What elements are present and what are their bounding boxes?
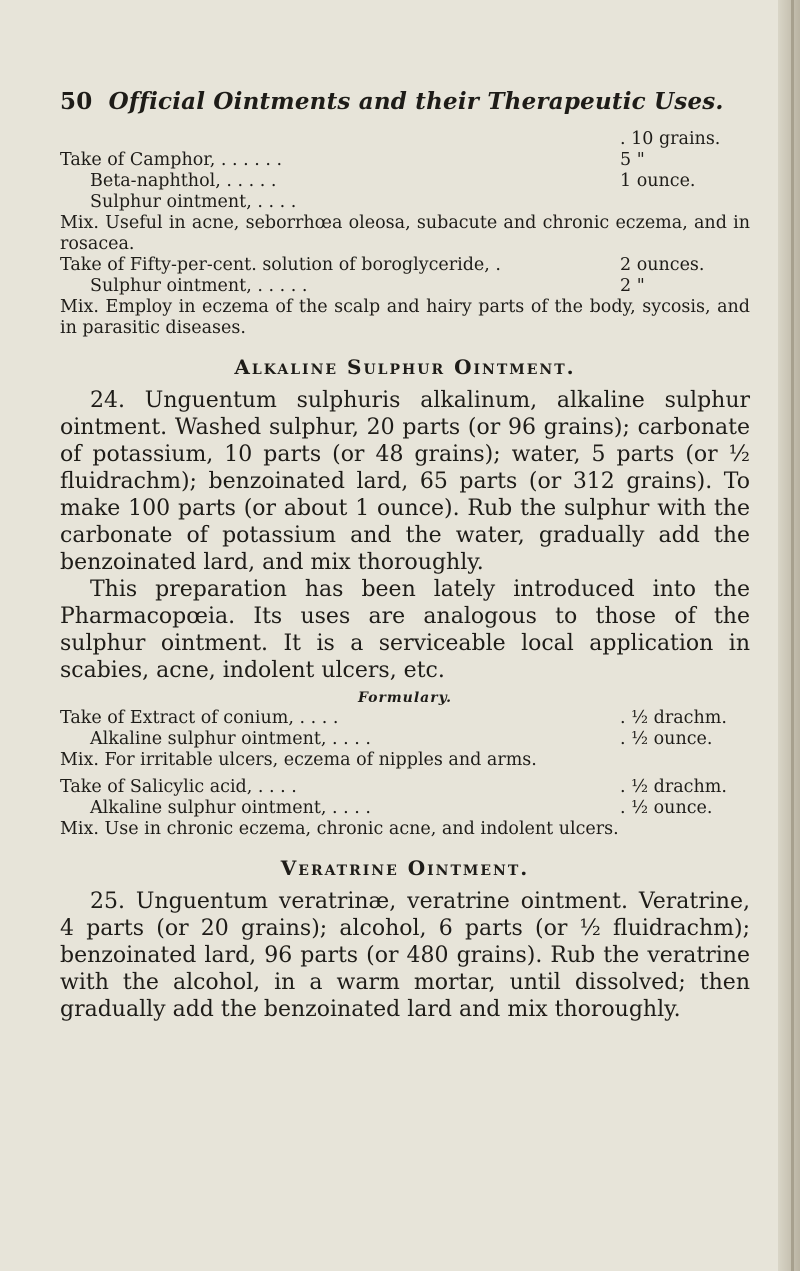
formula-label: Take of Camphor, . . . . . . (60, 150, 283, 170)
formula-label: Take of Salicylic acid, . . . . (60, 777, 297, 797)
formula-label: Take of Fifty-per-cent. solution of boroglyceride, . (60, 255, 501, 275)
formula-label (60, 129, 614, 150)
formula-2-mix: Mix. Employ in eczema of the scalp and hairy parts of the body, sycosis, and in parasitic diseases. (60, 297, 750, 338)
formula-label: Alkaline sulphur ointment, . . . . (90, 729, 371, 749)
formula-label: Beta-naphthol, . . . . . (90, 171, 277, 191)
formula-row (60, 171, 750, 192)
formula-amount: . ½ ounce. (620, 729, 713, 749)
alkaline-paragraph-1: 24. Unguentum sulphuris alkalinum, alkaline sulphur ointment. Washed sulphur, 20 parts (or 96 grains); carbonate of potassium, 10 parts (or 48 grains); water, 5 parts (or ½ fluidrachm); benzoinated lard, 65 parts (or 312 grains). To make 100 parts (or about 1 ounce). Rub the sulphur with the carbonate of potassium and the water, gradually add the benzoinated lard, and mix thoroughly. (60, 388, 750, 575)
formula-amount: 1 ounce. (620, 171, 696, 191)
formula-amount: . ½ ounce. (620, 798, 713, 818)
formula-1-table (60, 129, 750, 213)
running-head (60, 88, 750, 115)
formula-amount: 2 " (620, 276, 645, 296)
formula-b-mix: Mix. Use in chronic eczema, chronic acne, and indolent ulcers. (60, 819, 619, 839)
formula-amount: 2 ounces. (620, 255, 705, 275)
formula-label: Take of Extract of conium, . . . . (60, 708, 339, 728)
formula-2-table (60, 255, 750, 297)
page-edge-strip (791, 0, 794, 1271)
formula-1-mix: Mix. Useful in acne, seborrhœa oleosa, subacute and chronic eczema, and in rosacea. (60, 213, 750, 254)
formula-row (60, 129, 750, 150)
formula-row (60, 798, 750, 819)
page-edge (778, 0, 800, 1271)
alkaline-paragraph-2: This preparation has been lately introduced into the Pharmacopœia. Its uses are analogous to those of the sulphur ointment. It is a serviceable local application in scabies, acne, indolent ulcers, etc. (60, 577, 750, 683)
formula-row (60, 255, 750, 276)
formula-label: Sulphur ointment, . . . . (90, 192, 297, 212)
section-title-alkaline: Alkaline Sulphur Ointment. (234, 355, 576, 379)
formula-amount: . ½ drachm. (620, 708, 727, 728)
formula-row (60, 192, 750, 213)
formula-amount: . 10 grains. (620, 129, 721, 149)
formulary-label: Formulary. (357, 690, 453, 706)
page-text (60, 88, 750, 1023)
formula-a-table (60, 708, 750, 750)
section-title-veratrine: Veratrine Ointment. (280, 856, 530, 880)
formula-amount: 5 " (620, 150, 645, 170)
formula-row (60, 777, 750, 798)
formula-amount: . ½ drachm. (620, 777, 727, 797)
formula-label: Sulphur ointment, . . . . . (90, 276, 308, 296)
formula-a-mix: Mix. For irritable ulcers, eczema of nipples and arms. (60, 750, 537, 770)
veratrine-paragraph-1: 25. Unguentum veratrinæ, veratrine ointment. Veratrine, 4 parts (or 20 grains); alcohol, 6 parts (or ½ fluidrachm); benzoinated lard, 96 parts (or 480 grains). Rub the veratrine with the alcohol, in a warm mortar, until dissolved; then gradually add the benzoinated lard and mix thoroughly. (60, 889, 750, 1022)
formula-label: Alkaline sulphur ointment, . . . . (90, 798, 371, 818)
formula-row (60, 276, 750, 297)
formula-row (60, 729, 750, 750)
formula-amount (614, 192, 750, 213)
running-head-title: Official Ointments and their Therapeutic Uses. (108, 88, 724, 115)
formula-b-table (60, 777, 750, 819)
formula-row (60, 150, 750, 171)
formula-row (60, 708, 750, 729)
page-number: 50 (60, 88, 93, 115)
